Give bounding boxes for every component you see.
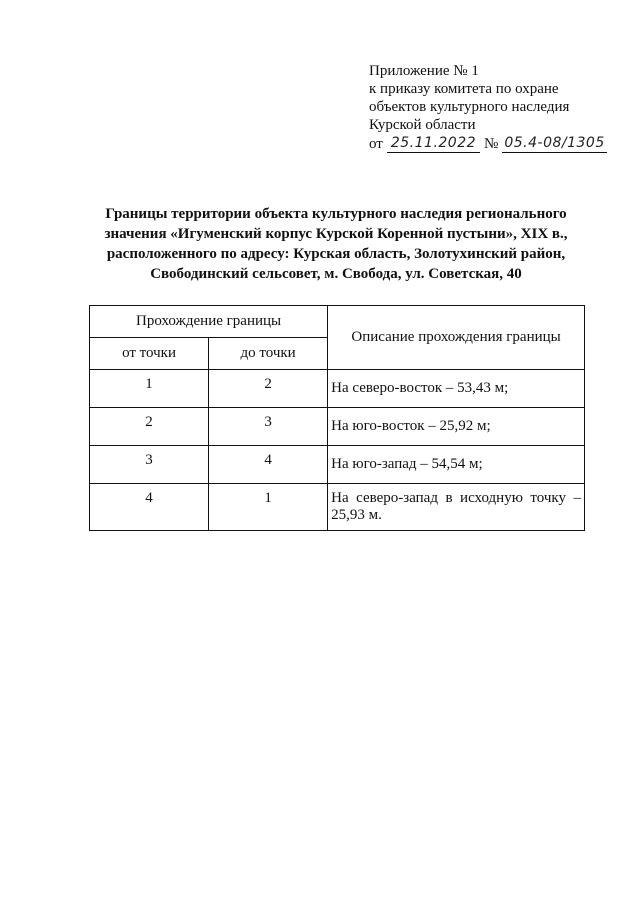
date-prefix: от: [369, 136, 383, 152]
annex-line-region: Курской области: [369, 117, 476, 133]
header-boundary-passage: Прохождение границы: [90, 306, 328, 338]
cell-description: На юго-восток – 25,92 м;: [328, 408, 585, 446]
cell-to: 3: [209, 408, 328, 446]
number-prefix: №: [484, 136, 499, 152]
title-line: Границы территории объекта культурного наследия регионального: [105, 206, 567, 222]
cell-description: На северо-восток – 53,43 м;: [328, 370, 585, 408]
cell-from: 1: [90, 370, 209, 408]
boundary-table: [89, 305, 585, 531]
title-line: значения «Игуменский корпус Курской Коренной пустыни», XIX в.,: [104, 226, 568, 242]
order-date: 25.11.2022: [387, 134, 480, 153]
table-row: [90, 370, 585, 408]
cell-to: 1: [209, 484, 328, 531]
title-line: Свободинский сельсовет, м. Свобода, ул. Советская, 40: [150, 266, 522, 282]
table-header-row: [90, 306, 585, 338]
annex-line-order: к приказу комитета по охране: [369, 81, 559, 97]
table-row: [90, 484, 585, 531]
annex-block: [369, 62, 631, 153]
annex-line-committee: объектов культурного наследия: [369, 99, 570, 115]
cell-to: 4: [209, 446, 328, 484]
header-from-point: от точки: [90, 338, 209, 370]
cell-to: 2: [209, 370, 328, 408]
cell-description: На северо-запад в исходную точку – 25,93 м.: [328, 484, 585, 531]
title-line: расположенного по адресу: Курская область, Золотухинский район,: [106, 246, 566, 262]
cell-from: 2: [90, 408, 209, 446]
table-row: [90, 446, 585, 484]
document-title: [84, 204, 588, 284]
annex-title: Приложение № 1: [369, 63, 479, 79]
header-description: Описание прохождения границы: [328, 306, 585, 370]
order-number: 05.4-08/1305: [504, 135, 605, 151]
annex-date-number-line: [369, 134, 631, 153]
header-to-point: до точки: [209, 338, 328, 370]
cell-from: 3: [90, 446, 209, 484]
cell-description: На юго-запад – 54,54 м;: [328, 446, 585, 484]
table-row: [90, 408, 585, 446]
cell-from: 4: [90, 484, 209, 531]
